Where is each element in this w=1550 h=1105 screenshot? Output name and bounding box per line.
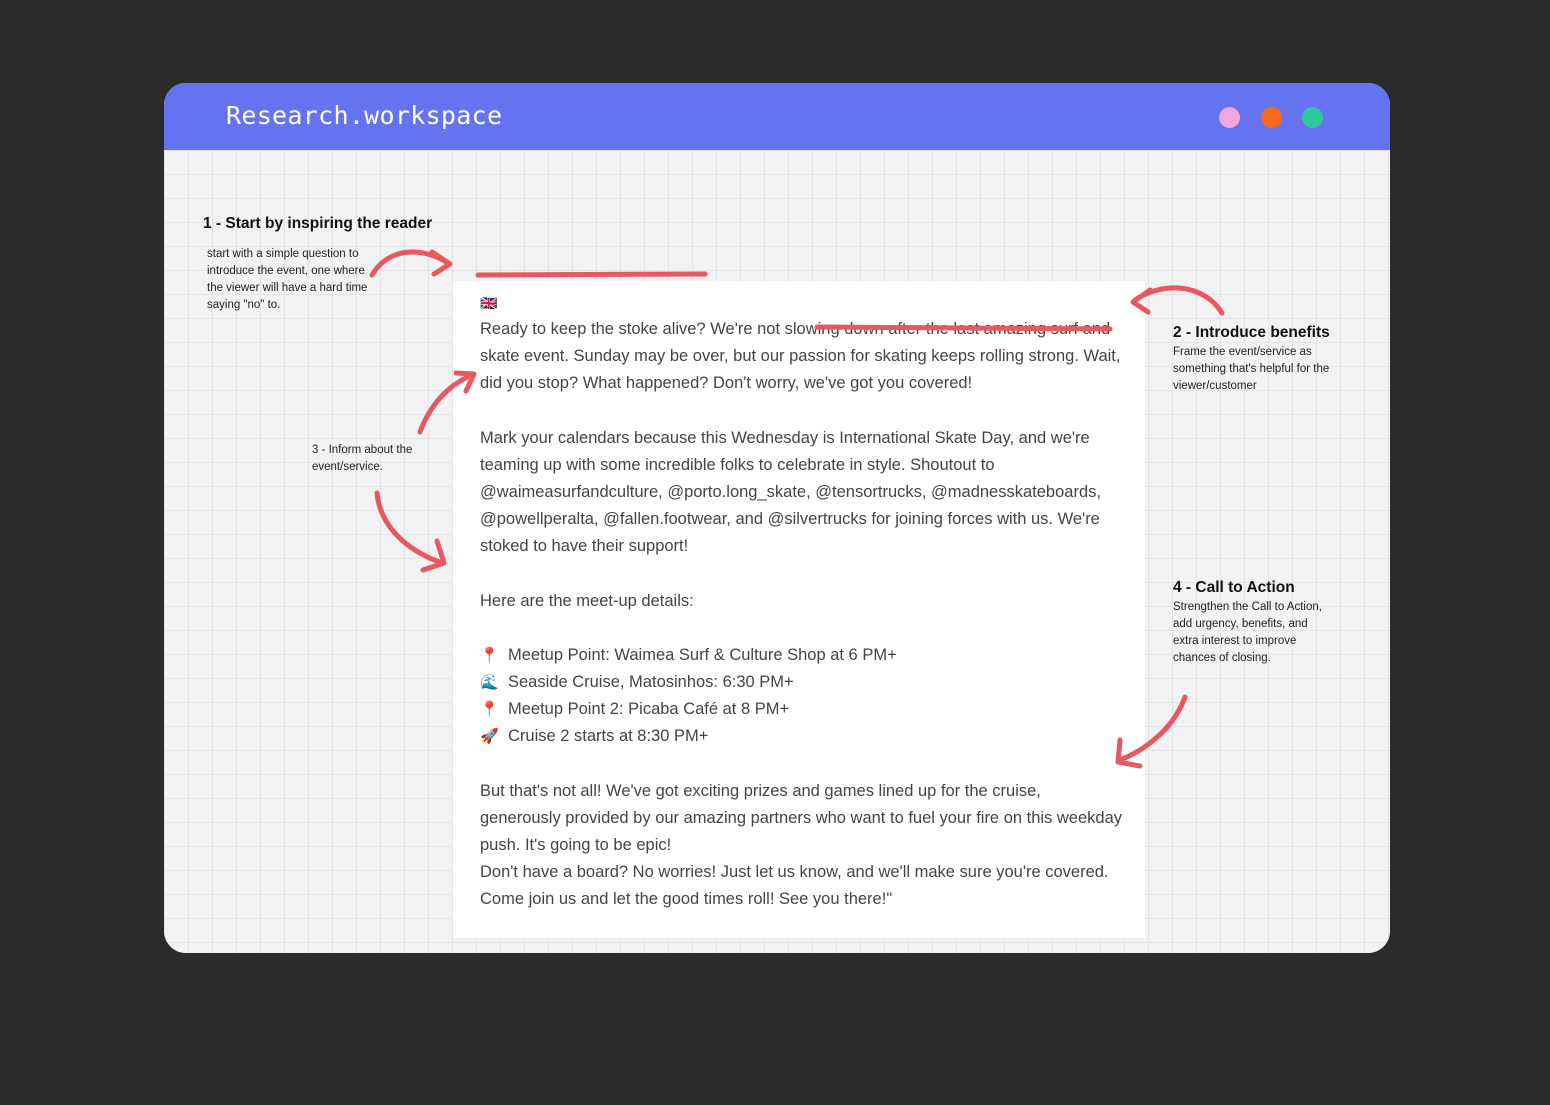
post-card bbox=[453, 281, 1145, 938]
note-2-title: 2 - Introduce benefits bbox=[1173, 324, 1330, 341]
hook-question: Ready to keep the stoke alive? bbox=[480, 320, 706, 338]
note-4-body: Strengthen the Call to Action, add urgency, benefits, and extra interest to improve chances of closing. bbox=[1173, 601, 1322, 664]
note-1-title: 1 - Start by inspiring the reader bbox=[203, 215, 433, 232]
post-body bbox=[480, 293, 1125, 914]
note-1-body: start with a simple question to introduce the event, one where the viewer will have a hard time saying "no" to. bbox=[207, 248, 368, 311]
note-2-body: Frame the event/service as something that's helpful for the viewer/customer bbox=[1173, 346, 1330, 392]
wave-icon: 🌊 bbox=[480, 674, 499, 692]
note-3-body: 3 - Inform about the event/service. bbox=[312, 444, 413, 473]
detail-text: Meetup Point: Waimea Surf & Culture Shop at 6 PM+ bbox=[508, 645, 897, 664]
orange-window-control[interactable] bbox=[1261, 107, 1282, 128]
detail-text: Seaside Cruise, Matosinhos: 6:30 PM+ bbox=[508, 673, 794, 692]
post-intro-paragraph bbox=[480, 316, 1125, 398]
event-paragraph: Mark your calendars because this Wednesday is International Skate Day, and we're teaming up with some incredible folks to celebrate in style. Shoutout to @waimeasurfandculture, @porto.long_skate, @tensortrucks, @madnesskateboards, @powellperalta, @fallen.footwear, and @silvertrucks for joining forces with us. We're stoked to have their support! bbox=[480, 428, 1101, 556]
detail-item bbox=[480, 642, 1125, 669]
detail-item bbox=[480, 669, 1125, 696]
pin-icon: 📍 bbox=[480, 701, 499, 719]
prizes-paragraph: But that's not all! We've got exciting prizes and games lined up for the cruise, generously provided by our amazing partners who want to fuel your fire on this weekday push. It's going to be epic! bbox=[480, 781, 1123, 855]
closing-paragraph: Don't have a board? No worries! Just let us know, and we'll make sure you're covered. Come join us and let the good times roll! See you there!" bbox=[480, 863, 1109, 909]
details-list bbox=[480, 642, 1125, 751]
title-bar bbox=[164, 83, 1390, 150]
window-title: Research.workspace bbox=[226, 101, 503, 130]
detail-text: Cruise 2 starts at 8:30 PM+ bbox=[508, 727, 709, 746]
detail-item bbox=[480, 723, 1125, 750]
uk-flag-icon: 🇬🇧 bbox=[480, 295, 498, 311]
workspace-window bbox=[164, 83, 1390, 953]
details-heading: Here are the meet-up details: bbox=[480, 591, 694, 610]
rocket-icon: 🚀 bbox=[480, 728, 499, 746]
pink-window-control[interactable] bbox=[1219, 107, 1240, 128]
benefit-statement: Don't worry, we've got you covered! bbox=[713, 374, 973, 393]
intro-text: We're not slowing down after the last amazing surf and skate event. Sunday may be over, but our passion for skating keeps rolling strong. Wait, did you stop? What happened? bbox=[480, 320, 1121, 393]
detail-item bbox=[480, 696, 1125, 723]
note-4-title: 4 - Call to Action bbox=[1173, 579, 1295, 596]
green-window-control[interactable] bbox=[1302, 107, 1323, 128]
pin-icon: 📍 bbox=[480, 646, 499, 664]
detail-text: Meetup Point 2: Picaba Café at 8 PM+ bbox=[508, 700, 790, 719]
